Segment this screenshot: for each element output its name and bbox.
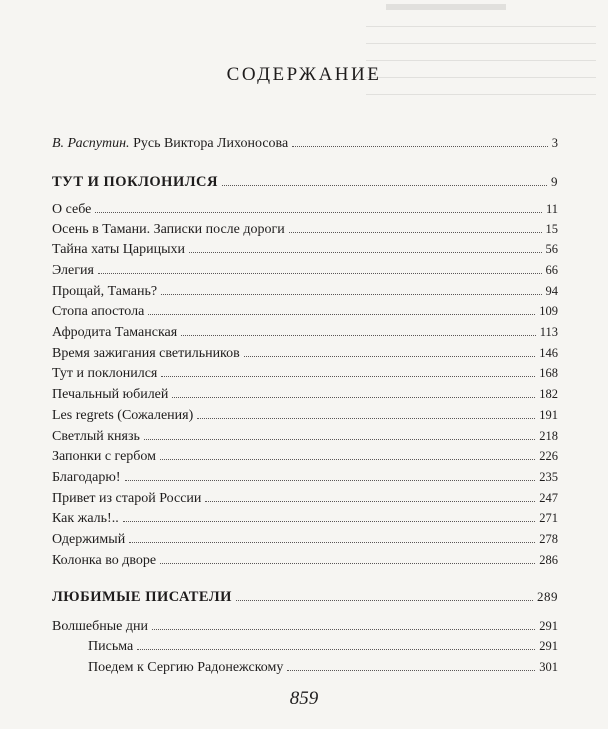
- page-number: 271: [539, 511, 558, 525]
- entry-title: Колонка во дворе: [52, 553, 157, 568]
- page-number: 289: [537, 589, 558, 604]
- dot-leader: [98, 273, 542, 274]
- dot-leader: [148, 314, 535, 315]
- page-number: 9: [551, 174, 558, 189]
- toc-entry: [52, 220, 558, 239]
- dot-leader: [292, 146, 548, 147]
- entry-title: Тут и поклонился: [52, 366, 158, 381]
- page-number: 291: [539, 639, 558, 653]
- page-number: 15: [545, 222, 558, 236]
- page-number: 66: [545, 263, 558, 277]
- toc-subentry: [88, 637, 558, 656]
- entry-title: Волшебные дни: [52, 619, 148, 634]
- entry-title: Les regrets (Сожаления): [52, 408, 194, 423]
- toc-entry: [52, 509, 558, 528]
- entry-title: Благодарю!: [52, 470, 121, 485]
- toc-entry: [52, 282, 558, 301]
- toc-entry-preface: [52, 134, 558, 153]
- dot-leader: [189, 252, 541, 253]
- page-number: 301: [539, 660, 558, 674]
- page-number: 278: [539, 532, 558, 546]
- toc-section-heading: [52, 588, 558, 606]
- entry-title: Стопа апостола: [52, 304, 145, 319]
- page-number: 247: [539, 491, 558, 505]
- page-number: 11: [545, 202, 558, 216]
- toc-entry: [52, 261, 558, 280]
- toc-entry: [52, 240, 558, 259]
- dot-leader: [152, 629, 535, 630]
- entry-title: О себе: [52, 202, 92, 217]
- page-number: 191: [539, 408, 558, 422]
- toc-subentry: [88, 658, 558, 677]
- dot-leader: [161, 294, 541, 295]
- dot-leader: [205, 501, 535, 502]
- dot-leader: [160, 563, 535, 564]
- page-number: 235: [539, 470, 558, 484]
- dot-leader: [244, 356, 535, 357]
- page-number: 168: [539, 366, 558, 380]
- toc-section-heading: [52, 173, 558, 191]
- dot-leader: [125, 480, 536, 481]
- preface-title: Русь Виктора Лихоносова: [133, 136, 289, 151]
- entry-title: Как жаль!..: [52, 511, 119, 526]
- toc-entry: [52, 323, 558, 342]
- dot-leader: [172, 397, 535, 398]
- entry-title: Прощай, Тамань?: [52, 284, 158, 299]
- toc-entry: [52, 200, 558, 219]
- toc-entry: [52, 489, 558, 508]
- entry-title: Печальный юбилей: [52, 387, 169, 402]
- dot-leader: [181, 335, 535, 336]
- dot-leader: [222, 185, 547, 186]
- toc-entry: [52, 385, 558, 404]
- toc-entry: [52, 427, 558, 446]
- toc-entry: [52, 468, 558, 487]
- entry-title: Элегия: [52, 263, 94, 278]
- dot-leader: [197, 418, 535, 419]
- dot-leader: [144, 439, 535, 440]
- dot-leader: [160, 459, 535, 460]
- dot-leader: [129, 542, 535, 543]
- toc-entry: [52, 447, 558, 466]
- page-number: 182: [539, 387, 558, 401]
- entry-title: Светлый князь: [52, 429, 140, 444]
- entry-title: Привет из старой России: [52, 491, 202, 506]
- toc-entry: [52, 364, 558, 383]
- section-title: ЛЮБИМЫЕ ПИСАТЕЛИ: [52, 589, 232, 605]
- page-number: 226: [539, 449, 558, 463]
- entry-title: Тайна хаты Царицыхи: [52, 242, 186, 257]
- page-heading: СОДЕРЖАНИЕ: [226, 64, 382, 85]
- dot-leader: [161, 376, 535, 377]
- page-number: 109: [539, 304, 558, 318]
- page-number: 286: [539, 553, 558, 567]
- page-number: 113: [539, 325, 558, 339]
- entry-title: Афродита Таманская: [52, 325, 178, 340]
- entry-title: Запонки с гербом: [52, 449, 157, 464]
- section-title: ТУТ И ПОКЛОНИЛСЯ: [52, 174, 218, 190]
- entry-title: Письма: [88, 639, 134, 654]
- entry-title: Время зажигания светильников: [52, 346, 240, 361]
- entry-title: Поедем к Сергию Радонежскому: [88, 660, 284, 675]
- preface-author: В. Распутин.: [52, 136, 130, 151]
- dot-leader: [137, 649, 535, 650]
- page-number: 56: [545, 242, 558, 256]
- page-number: 146: [539, 346, 558, 360]
- page-number: 3: [551, 136, 558, 150]
- toc-entry: [52, 406, 558, 425]
- page-number: 218: [539, 429, 558, 443]
- dot-leader: [95, 212, 542, 213]
- entry-title: Одержимый: [52, 532, 126, 547]
- page-number: 291: [539, 619, 558, 633]
- toc-entry: [52, 344, 558, 363]
- toc-entry: [52, 530, 558, 549]
- toc-entry: [52, 551, 558, 570]
- page-folio-number: 859: [289, 688, 319, 709]
- dot-leader: [287, 670, 535, 671]
- dot-leader: [123, 521, 536, 522]
- toc-entry: [52, 617, 558, 636]
- entry-title: Осень в Тамани. Записки после дороги: [52, 222, 285, 237]
- page-number: 94: [545, 284, 558, 298]
- dot-leader: [236, 600, 533, 601]
- toc-entry: [52, 302, 558, 321]
- dot-leader: [289, 232, 542, 233]
